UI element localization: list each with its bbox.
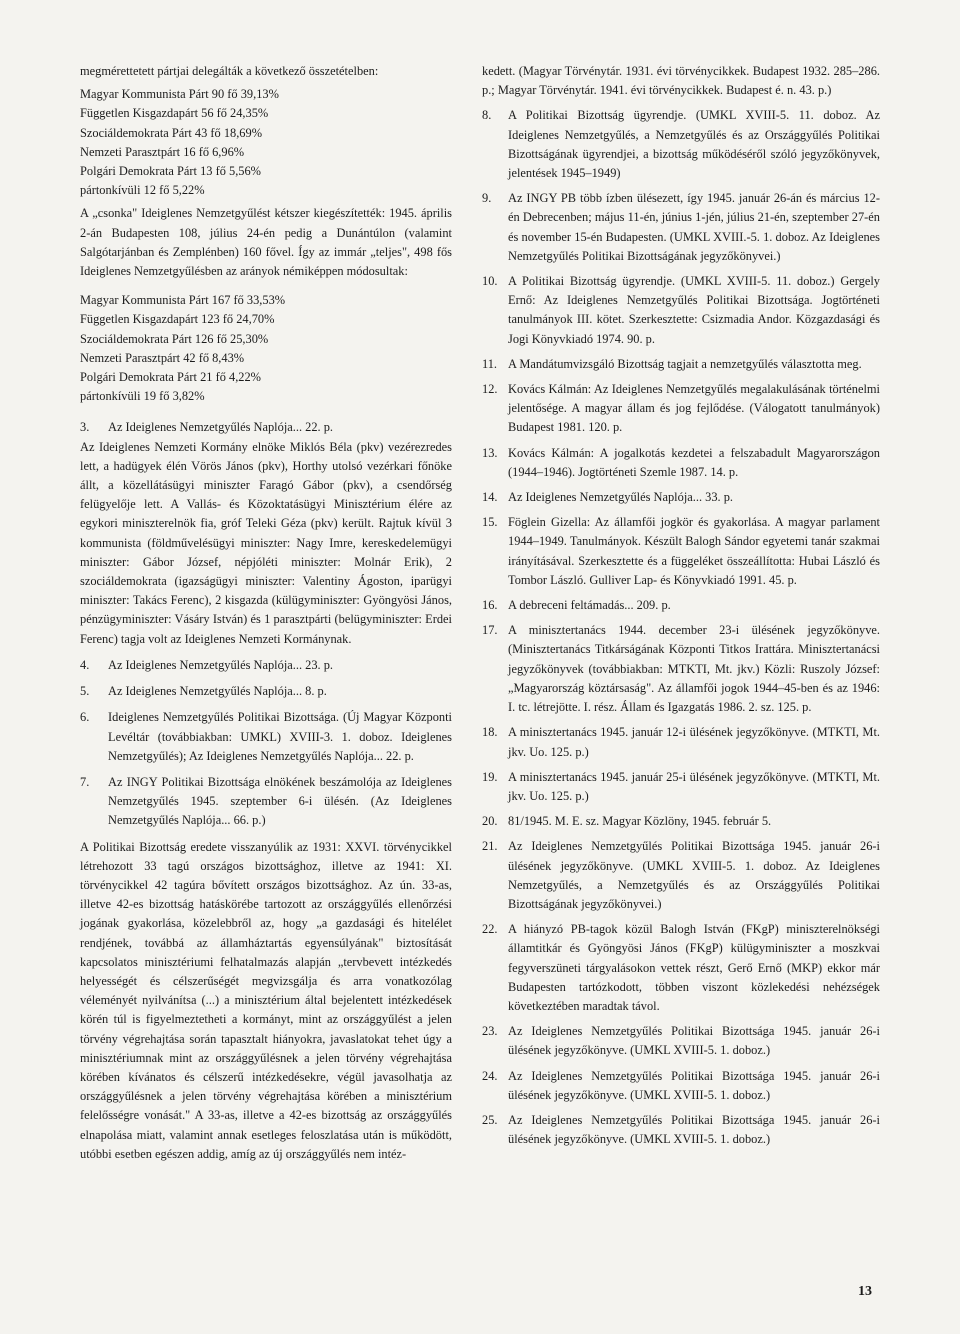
footnote-continuation: kedett. (Magyar Törvénytár. 1931. évi törvénycikkek. Budapest 1932. 285–286. p.; Magyar Törvénytár. 1941. évi törvénycikkek. Budapest é. n. 43. p.) [482,64,880,98]
footnote-text: 81/1945. M. E. sz. Magyar Közlöny, 1945. február 5. [508,814,772,829]
party-list-item: Nemzeti Parasztpárt 16 fő 6,96% [80,144,245,159]
footnote [482,380,880,438]
party-list-item: pártonkívüli 12 fő 5,22% [80,183,205,198]
party-list-item: Polgári Demokrata Párt 13 fő 5,56% [80,164,262,179]
footnote-text: Az Ideiglenes Nemzetgyűlés Politikai Bizottsága 1945. január 26-i ülésének jegyzőkönyve. (UMKL XVIII-5. 1. doboz.) [508,1112,880,1147]
footnote-text: A Politikai Bizottság ügyrendje. (UMKL XVIII-5. 11. doboz.) Gergely Ernő: Az Ideiglenes Nemzetgyűlés Politikai Bizottsága. Jogtörténeti tanulmányok III. kötet. Szerkesztette: Csizmadia Andor. Közgazdasági és Jogi Könyvkiadó 1974. 90. p. [508,274,880,346]
supplement-paragraph: A „csonka" Ideiglenes Nemzetgyűlést kétszer kiegészítették: 1945. április 2-án Budapesten 108, július 24-én pedig a Dunántúlon (valamint Salgótarjánban és Zemplénben) 160 fővel. Így az immár „teljes", 498 fős Ideiglenes Nemzetgyűlésben az arányok némiképpen módosultak: [80,206,452,279]
footnote-number: 11. [482,356,498,371]
footnote-text: Az INGY PB több ízben ülésezett, így 1945. január 26-án és március 12-én Debrecenben; május 11-én, június 1-jén, július 21-én, szeptember 27-én és november 15-én Budapesten. (UMKL XVIII.-5. 1. doboz. Az Ideiglenes Nemzetgyűlés Politikai Bizottságának jegyzőkönyvei.) [508,191,880,263]
footnote-number: 17. [482,623,498,638]
party-list-item: Szociáldemokrata Párt 43 fő 18,69% [80,125,263,140]
footnote-text: Föglein Gizella: Az államfői jogkör és gyakorlása. A magyar parlament 1944–1949. Tanulmányok. Készült Balogh Sándor egyetemi tanár szakmai irányításával. Szerkesztette és a függeléket összeállította: Hubai László és Tombor László. Gulliver Lap- és Könyvkiadó 1991. 45. p. [508,515,880,587]
party-list-item: Magyar Kommunista Párt 167 fő 33,53% [80,293,286,308]
footnote [482,106,880,183]
party-list-item: Független Kisgazdapárt 123 fő 24,70% [80,312,275,327]
party-list-item: Magyar Kommunista Párt 90 fő 39,13% [80,87,279,102]
party-list-initial [80,85,452,200]
footnote-text: Ideiglenes Nemzetgyűlés Politikai Bizottsága. (Új Magyar Központi Levéltár (továbbiakban: UMKL) XVIII-3. 1. doboz. Ideiglenes Nemzetgyűlés); Az Ideiglenes Nemzetgyűlés Naplója... 22. p. [108,710,452,763]
footnote-number: 15. [482,515,498,530]
footnote [482,596,880,615]
footnote-text: A minisztertanács 1945. január 25-i ülésének jegyzőkönyve. (MTKTI, Mt. jkv. Uo. 125. p.) [508,769,880,803]
footnote-number: 22. [482,922,498,937]
footnote-text: A minisztertanács 1944. december 23-i ülésének jegyzőkönyve. (Minisztertanács Titkárságának Központi Titkos Irattára. Minisztertanácsi jegyzőkönyvek (továbbiakban: MTKTI, Mt. jkv.) Közli: Ruszoly József: „Magyarország köztársaság". Az államfői jogok 1944–45-ben és az 1946: I. tc. létrejötte. I. rész. Állam és Igazgatás 1986. 2. sz. 125. p. [508,623,880,715]
footnote-number: 3. [80,420,90,435]
party-list-item: Független Kisgazdapárt 56 fő 24,35% [80,106,269,121]
footnote-text: Kovács Kálmán: A jogalkotás kezdetei a felszabadult Magyarországon (1944–1946). Jogtörténeti Szemle 1987. 14. p. [508,445,880,479]
footnote-number: 4. [80,657,90,672]
footnote [482,812,880,831]
footnote-number: 14. [482,490,498,505]
footnote [482,488,880,507]
footnote-text: A Mandátumvizsgáló Bizottság tagjait a nemzetgyűlés választotta meg. [508,356,862,371]
footnote [482,444,880,482]
footnote-number: 5. [80,684,90,699]
footnote-continuation: A Politikai Bizottság eredete visszanyúlik az 1931: XXVI. törvénycikkel létrehozott 33 tagú országos bizottsághoz, illetve az 1941: XI. törvénycikkel 42 tagúra bővített országos bizottsághoz. Az ún. 33-as, illetve 42-es bizottság hatáskörébe tartozott az országgyűlés ellenőrzési jogának gyakorlása, közelebbről az, hogy „a gazdasági és hitelélet rendjének, továbbá az államháztartás egyensúlyának" biztosítását kapcsolatos minisztériumi felhatalmazás alapján „tervbevett intézkedés helyességét és célszerűségét megvizsgálja és arra vonatkozólag véleményét nyilvánítsa (...) a minisztérium által bejelentett intézkedések körén túl is figyelmeztetheti a kormányt, mint az országgyűlést a jelen törvény végrehajtása során tapasztalt hiányokra, javaslatokat tehet úgy a minisztériumnak mint az országgyűlésnek a jelen törvény végrehajtása körében kívánatos és célszerű intézkedésekre, végül javasolhatja az országgyűlésnek a jelen törvény végrehajtása körében a minisztérium felelősségre vonását." A 33-as, illetve a 42-es bizottság az országgyűlés elnapolása miatt, valamint annak esetleges feloszlatása után is működött, utóbbi esetben egészen addig, amíg az új országgyűlés nem intéz- [80,839,452,1161]
party-list-item: Nemzeti Parasztpárt 42 fő 8,43% [80,350,245,365]
footnote-text: Az Ideiglenes Nemzetgyűlés Politikai Bizottsága 1945. január 26-i ülésének jegyzőkönyve. (UMKL XVIII-5. 1. doboz. Az Ideiglenes Nemzetgyűlés, a Nemzetgyűlés és az Országgyűlés Politikai Bizottságának jegyzőkönyvei.) [508,839,880,911]
footnote [80,708,452,766]
intro-paragraph: megmérettetett pártjai delegálták a következő összetételben: [80,64,379,78]
footnote-number: 6. [80,710,90,725]
footnote-number: 25. [482,1112,498,1127]
footnote-continuation: Az Ideiglenes Nemzeti Kormány elnöke Miklós Béla (pkv) vezérezredes lett, a hadügyek élén Vörös János (pkv), Horthy utolsó vezérkari főnöke állt, a közellátásügyi miniszter Faragó Gábor (pkv), a csendőrség felügyelője lett. A Vallás- és Közoktatásügyi Minisztérium élére az egykori miniszterelnök fia, gróf Teleki Géza (pkv) került. Rajtuk kívül 3 kommunista (földművelésügyi miniszter: Nagy Imre, kereskedelemügyi miniszter: Gábor József, népjóléti miniszter: Molnár Erik), 2 szociáldemokrata (igazságügyi miniszter: Valentiny Ágoston, iparügyi miniszter: Takács Ferenc), 2 kisgazda (külügyminiszter: Gyöngyösi János, pénzügyminiszter: Vásáry István) és 1 parasztpárti (belügyminiszter: Erdei Ferenc) tagja volt az Ideiglenes Nemzeti Kormánynak. [80,439,452,646]
footnote [80,682,452,701]
footnote-number: 21. [482,839,498,854]
footnote [80,773,452,831]
footnote [80,418,452,437]
footnote [482,189,880,266]
right-footnotes [482,106,880,1149]
footnote-number: 7. [80,774,90,789]
footnote-text: Kovács Kálmán: Az Ideiglenes Nemzetgyűlés megalakulásának történelmi jelentősége. A magyar állam és jog fejlődése. (Válogatott tanulmányok) Budapest 1981. 120. p. [508,382,880,435]
footnote [482,768,880,806]
footnote-number: 10. [482,274,498,289]
left-column [80,62,452,1164]
footnote-text: Az Ideiglenes Nemzetgyűlés Politikai Bizottsága 1945. január 26-i ülésének jegyzőkönyve. (UMKL XVIII-5. 1. doboz.) [508,1068,880,1102]
footnote-text: Az Ideiglenes Nemzetgyűlés Naplója... 8. p. [108,684,327,699]
footnote [482,1022,880,1060]
footnote-text: A minisztertanács 1945. január 12-i ülésének jegyzőkönyve. (MTKTI, Mt. jkv. Uo. 125. p.) [508,725,880,759]
footnote-number: 16. [482,598,498,613]
footnote-text: Az Ideiglenes Nemzetgyűlés Naplója... 22. p. [108,420,334,435]
footnote [80,656,452,675]
footnote [482,272,880,349]
footnote-text: A hiányzó PB-tagok közül Balogh István (FKgP) miniszterelnökségi államtitkár és Gyöngyösi János (FKgP) külügyminiszter a moszkvai fegyverszüneti tárgyalásokon vettek részt, Gerő Ernő (MKP) ekkor már Budapesten tartózkodott, többen viszont közlekedési nehézségek következtében maradtak távol. [508,922,880,1013]
footnote [482,621,880,717]
footnote-number: 9. [482,191,492,206]
footnote-number: 19. [482,769,498,784]
footnote-number: 12. [482,382,498,397]
footnote [482,355,880,374]
party-list-item: Polgári Demokrata Párt 21 fő 4,22% [80,370,262,385]
footnote-text: A Politikai Bizottság ügyrendje. (UMKL XVIII-5. 11. doboz. Az Ideiglenes Nemzetgyűlés, a Nemzetgyűlés és az Országgyűlés Politikai Bizottságának ügyrendjei, a bizottság működéséről szóló jegyzőkönyvek, jelentések 1945–1949) [508,108,880,181]
party-list-full [80,291,452,406]
footnote-number: 13. [482,445,498,460]
right-column [482,62,880,1155]
footnote [482,920,880,1016]
page-number: 13 [858,1284,872,1299]
footnote-text: A debreceni feltámadás... 209. p. [508,598,671,613]
footnote-number: 18. [482,725,498,740]
footnote [482,723,880,761]
footnote [482,837,880,914]
party-list-item: Szociáldemokrata Párt 126 fő 25,30% [80,331,269,346]
party-list-item: pártonkívüli 19 fő 3,82% [80,389,205,404]
footnote [482,513,880,590]
footnote-text: Az Ideiglenes Nemzetgyűlés Politikai Bizottsága 1945. január 26-i ülésének jegyzőkönyve. (UMKL XVIII-5. 1. doboz.) [508,1024,880,1058]
footnote-text: Az Ideiglenes Nemzetgyűlés Naplója... 33. p. [508,490,734,505]
footnote-number: 23. [482,1024,498,1039]
footnote [482,1067,880,1105]
footnote-text: Az Ideiglenes Nemzetgyűlés Naplója... 23. p. [108,657,334,672]
footnote-number: 24. [482,1068,498,1083]
footnote-text: Az INGY Politikai Bizottsága elnökének beszámolója az Ideiglenes Nemzetgyűlés 1945. szeptember 6-i ülésén. (Az Ideiglenes Nemzetgyűlés Naplója... 66. p.) [108,774,452,828]
footnote-number: 8. [482,108,492,123]
footnote [482,1111,880,1149]
footnote-number: 20. [482,814,498,829]
